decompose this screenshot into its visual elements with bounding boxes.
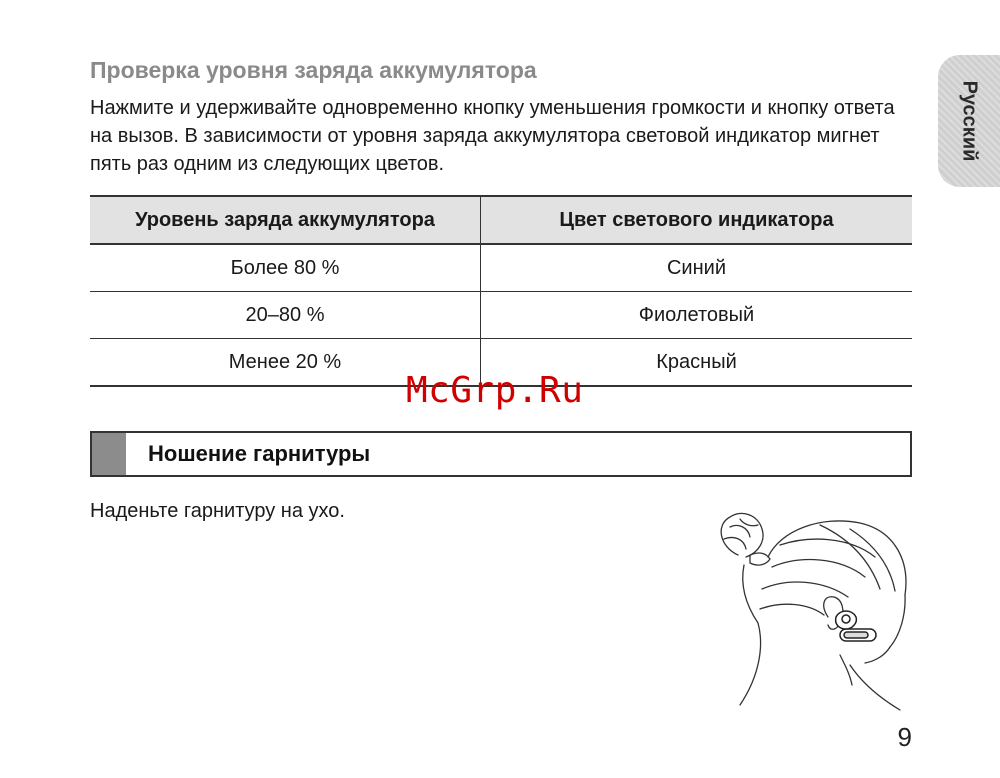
watermark: McGrp.Ru (406, 370, 584, 411)
table-row (90, 292, 912, 339)
language-tab (938, 55, 1000, 187)
page-number: 9 (897, 722, 912, 752)
table-cell-level: 20–80 % (90, 292, 481, 339)
headset-on-ear-illustration (700, 505, 925, 715)
banner-title: Ношение гарнитуры (148, 441, 371, 466)
battery-level-table (90, 195, 912, 387)
table-header-row (90, 196, 912, 244)
table-cell-color: Фиолетовый (481, 292, 913, 339)
banner-marker (92, 433, 126, 475)
table-row (90, 244, 912, 292)
table-cell-level: Менее 20 % (90, 339, 481, 387)
wearing-instruction: Наденьте гарнитуру на ухо. (90, 500, 345, 522)
section-banner (90, 431, 912, 477)
intro-paragraph: Нажмите и удерживайте одновременно кнопку уменьшения громкости и кнопку ответа на вызов. В зависимости от уровня заряда аккумулятора световой индикатор мигнет пять раз одним из следующих цветов. (90, 97, 895, 175)
table-cell-level: Более 80 % (90, 244, 481, 292)
section-title: Проверка уровня заряда аккумулятора (90, 57, 537, 83)
table-cell-color: Синий (481, 244, 913, 292)
table-header-level: Уровень заряда аккумулятора (90, 196, 481, 244)
language-tab-label: Русский (958, 80, 981, 162)
table-cell-color: Красный (481, 339, 913, 387)
table-header-color: Цвет светового индикатора (481, 196, 913, 244)
